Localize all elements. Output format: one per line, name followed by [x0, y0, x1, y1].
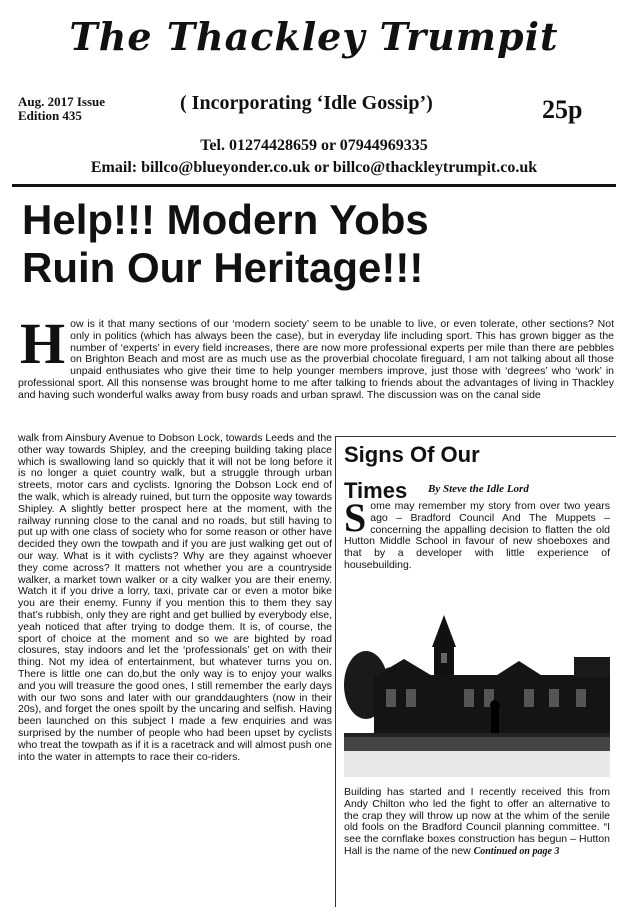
school-photo	[344, 597, 610, 777]
headline	[22, 196, 612, 292]
headline-line-2: Ruin Our Heritage!!!	[22, 244, 424, 291]
issue-info	[18, 95, 105, 123]
sidebar-intro-text: ome may remember my story from over two years ago – Bradford Council And The Muppets – concerning the appalling decision to flatten the old Hutton Middle School in favour of new shoeboxes and that by a developer with little experience of housebuilding.	[344, 500, 610, 571]
sidebar-title-line-1: Signs Of Our	[344, 442, 480, 467]
sidebar-drop-cap: S	[344, 495, 367, 540]
price: 25p	[542, 95, 583, 124]
drop-cap: H	[20, 311, 66, 376]
sidebar-article	[335, 436, 616, 907]
telephone: Tel. 01274428659 or 07944969335	[200, 137, 428, 154]
masthead-title: The Thackley Trumpit	[69, 14, 559, 59]
intro-text: ow is it that many sections of our ‘modern society’ seem to be unable to live, or even tolerate, other sections? Not only in politics (which has always been the case), but in everyday life including sport. This has grown bigger as the number of ‘experts’ in every field increases, there are now more professional experts per mile than there are pebbles on Brighton Beach and most are as much use as the proverbial chocolate fireguard, I am not talking about all those unpaid enthusiates who give their time to help younger members improve, just those with ‘degrees’ who ‘work’ in professional sport. All this nonsense was brought home to me after talking to friends about the advantages of living in Thackley and having such wonderful walks away from busy roads and urban sprawl. The discussion was on the canal side	[18, 318, 614, 401]
main-article-intro	[18, 311, 614, 402]
school-building-image	[344, 597, 610, 777]
sidebar-title-line-2: Times	[344, 478, 408, 503]
byline: By Steve the Idle Lord	[428, 483, 529, 495]
issue-date: Aug. 2017 Issue	[18, 94, 106, 109]
sidebar-body	[344, 787, 610, 858]
sidebar-intro	[344, 495, 610, 572]
sidebar-body-text: Building has started and I recently received this from Andy Chilton who led the fight to offer an alternative to the crap they will throw up now at the whim of the senile old fools on the Bradford Council planning committee. “I see the cornflake boxes construction has begun – Hutton Hall is the name of the new	[344, 786, 610, 857]
masthead-rule	[12, 184, 616, 187]
email: Email: billco@blueyonder.co.uk or billco@thackleytrumpit.co.uk	[90, 159, 538, 176]
headline-line-1: Help!!! Modern Yobs	[22, 196, 429, 243]
continued-note: Continued on page 3	[473, 845, 560, 857]
incorporating-line: ( Incorporating ‘Idle Gossip’)	[180, 92, 433, 114]
main-article-column: walk from Ainsbury Avenue to Dobson Lock, towards Leeds and the other way towards Shipley, and the creeping building taking place which is swallowing land so quickly that it will not be long before it is no longer a quiet country walk, but a struggle through urban streets, motor cars and cyclists. Ignoring the Dobson Lock end of the walk, which is already ruined, but turn the opposite way towards Shipley. A slightly better prospect here at the moment, with the railway running close to the canal and no roads, but still having to put up with one class of society who for some reason or other have decided they own the towpath and if you are just walking get out of our way. What is it with cyclists? Why are they against whoever they come across? It matters not whether you are a countryside walker, a market town walker or a city walker you are their enemy. Watch it if you drive a lorry, taxi, private car or even a motor bike you are their enemy. Funny if you mention this to them they say that’s rubbish, only they are right and get bullied by everybody else, yeah noticed that after trying to dodge them. It is, of course, the sport of choice at the moment and so we are bighted by road closures, stay indoors and let the ‘professionals’ get on with their thing. Not my idea of entertainment, but whatever turns you on. There is little one can do,but the only way is to enjoy your walks and you will treasure the good ones, I still remember the early days with our two sons and later with our granddaughters (now in their 20s), and forget the ones spoilt by the uncaring and selfish. Having been launched on this subject I made a few enquiries and was surprised by the number of people who had been upset by cyclists who treat the towpath as if it is a racetrack and will almost push one into the water in attempts to race their co-riders.	[18, 433, 332, 763]
edition-number: Edition 435	[18, 108, 82, 123]
